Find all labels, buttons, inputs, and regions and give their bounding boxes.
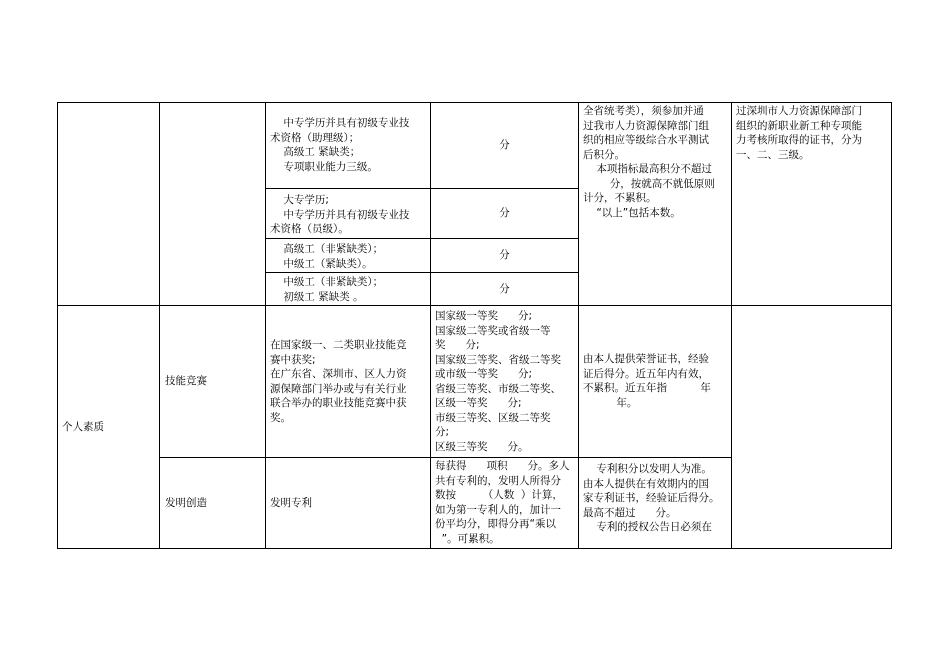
item-cell bbox=[165, 458, 259, 548]
note-cell-patent: 专利积分以发明人为准。 由本人提供在有效期内的国 家专利证书，经验证后得分。 最高不超过 分。 专利的授权公告日必须在 bbox=[583, 463, 720, 533]
score-cell bbox=[431, 239, 578, 272]
score-text: 分 bbox=[499, 207, 510, 220]
col-divider bbox=[265, 102, 266, 549]
col-divider bbox=[57, 102, 58, 549]
condition-cell-skills: 在国家级一、二类职业技能竞 赛中获奖; 在广东省、深圳市、区人力资 源保障部门举办或与有关行业 联合举办的职业技能竞赛中获 奖。 bbox=[270, 339, 407, 424]
item-label-patent: 发明创造 bbox=[165, 496, 207, 509]
col-divider bbox=[731, 102, 732, 549]
condition-cell: 中专学历并具有初级专业技 术资格（助理级）； 高级工 紧缺类； 专项职业能力三级。 bbox=[270, 117, 410, 173]
score-cell-skills: 国家级一等奖 分; 国家级二等奖或省级一等 奖 分; 国家级三等奖、省级二等奖 或市级一等奖 分; 省级三等奖、市级二等奖、 区级一等奖 分; 市级三等奖、区级二等奖 分; 区级三等奖 分。 bbox=[435, 310, 561, 453]
note-cell: 全省统考类），须参加并通 过我市人力资源保障部门组 织的相应等级综合水平测试 后积分。 本项指标最高积分不超过 分，按就高不就低原则 计分，不累积。 “以上”包括本数。 bbox=[583, 105, 715, 219]
score-text: 分 bbox=[499, 139, 510, 152]
item-label-skills: 技能竞赛 bbox=[165, 375, 207, 388]
condition-cell: 高级工（非紧缺类）； 中级工（紧缺类）。 bbox=[283, 243, 384, 270]
col-divider bbox=[159, 102, 160, 549]
score-cell bbox=[431, 189, 578, 238]
condition-cell: 中级工（非紧缺类）； 初级工 紧缺类 。 bbox=[283, 276, 384, 303]
condition-text-patent: 发明专利 bbox=[270, 496, 312, 509]
score-text: 分 bbox=[499, 249, 510, 262]
item-cell bbox=[165, 306, 259, 457]
score-cell bbox=[431, 273, 578, 305]
category-cell bbox=[62, 306, 158, 548]
col-divider bbox=[891, 102, 892, 549]
condition-cell-patent bbox=[270, 458, 428, 548]
note-cell-skills: 由本人提供荣誉证书，经验 证后得分。近五年内有效， 不累积。近五年指 年 年。 bbox=[583, 353, 711, 409]
score-cell bbox=[431, 103, 578, 188]
extra-note-cell: 过深圳市人力资源保障部门 组织的新职业新工种专项能 力考核所取得的证书，分为 一、二、三级。 bbox=[736, 105, 862, 161]
score-cell-patent: 每获得 项积 分。多人 共有专利的，发明人所得分 数按 （人数 ）计算， 如为第一专利人的，加计一 份平均分，即得分再“乘以 ”。可累积。 bbox=[435, 460, 570, 545]
col-divider bbox=[578, 102, 579, 549]
table-bottom-border bbox=[57, 548, 892, 549]
category-label: 个人素质 bbox=[62, 420, 104, 433]
condition-cell: 大专学历; 中专学历并具有初级专业技 术资格（员级）。 bbox=[270, 194, 410, 235]
score-text: 分 bbox=[499, 282, 510, 295]
